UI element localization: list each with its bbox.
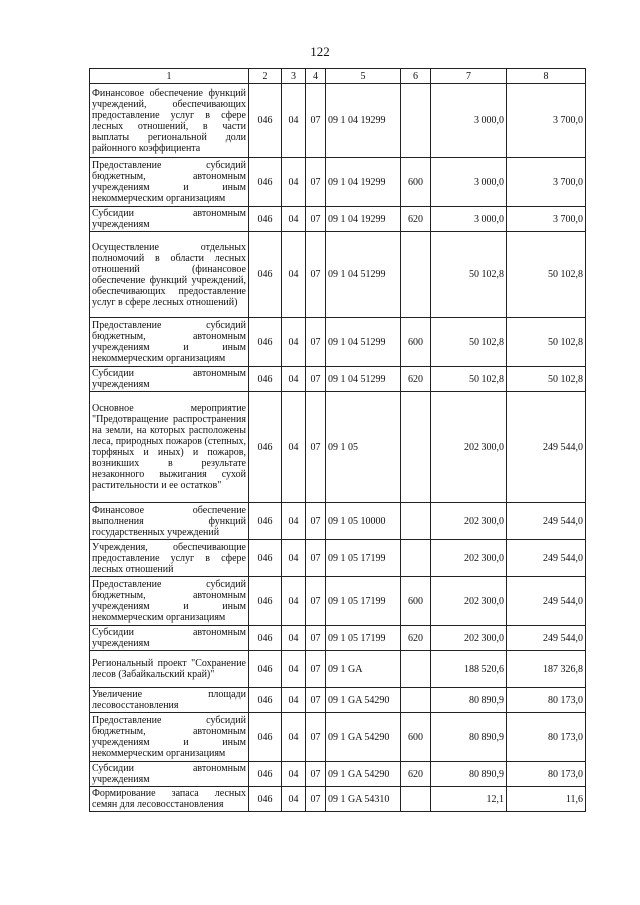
amount-year1-cell: 188 520,6 xyxy=(431,651,507,688)
subsection-code-cell: 07 xyxy=(306,232,326,318)
ved-code-cell: 046 xyxy=(249,787,282,812)
table-row xyxy=(90,626,586,651)
table-row xyxy=(90,503,586,540)
table-row xyxy=(90,207,586,232)
section-code-cell: 04 xyxy=(282,762,306,787)
row-name-cell: Формирование запаса лесных семян для лесовосстановления xyxy=(90,787,249,812)
target-article-cell: 09 1 04 19299 xyxy=(326,158,401,207)
subsection-code-cell: 07 xyxy=(306,84,326,158)
amount-year2-cell: 11,6 xyxy=(507,787,586,812)
amount-year1-cell: 80 890,9 xyxy=(431,762,507,787)
expense-type-cell: 600 xyxy=(401,577,431,626)
section-code-cell: 04 xyxy=(282,318,306,367)
subsection-code-cell: 07 xyxy=(306,577,326,626)
expense-type-cell xyxy=(401,787,431,812)
expense-type-cell: 620 xyxy=(401,207,431,232)
budget-table xyxy=(89,68,586,812)
row-name-cell: Предоставление субсидий бюджетным, автономным учреждениям и иным некоммерческим организациям xyxy=(90,713,249,762)
table-row xyxy=(90,84,586,158)
amount-year1-cell: 3 000,0 xyxy=(431,207,507,232)
table-row xyxy=(90,540,586,577)
target-article-cell: 09 1 GA xyxy=(326,651,401,688)
table-row xyxy=(90,713,586,762)
amount-year1-cell: 202 300,0 xyxy=(431,540,507,577)
ved-code-cell: 046 xyxy=(249,367,282,392)
row-name-cell: Увеличение площади лесовосстановления xyxy=(90,688,249,713)
section-code-cell: 04 xyxy=(282,540,306,577)
table-row xyxy=(90,688,586,713)
amount-year2-cell: 80 173,0 xyxy=(507,762,586,787)
subsection-code-cell: 07 xyxy=(306,367,326,392)
amount-year1-cell: 80 890,9 xyxy=(431,713,507,762)
target-article-cell: 09 1 04 51299 xyxy=(326,318,401,367)
target-article-cell: 09 1 GA 54290 xyxy=(326,762,401,787)
section-code-cell: 04 xyxy=(282,787,306,812)
target-article-cell: 09 1 04 19299 xyxy=(326,84,401,158)
amount-year2-cell: 187 326,8 xyxy=(507,651,586,688)
ved-code-cell: 046 xyxy=(249,651,282,688)
ved-code-cell: 046 xyxy=(249,577,282,626)
expense-type-cell: 600 xyxy=(401,318,431,367)
target-article-cell: 09 1 GA 54290 xyxy=(326,688,401,713)
amount-year1-cell: 202 300,0 xyxy=(431,577,507,626)
table-row xyxy=(90,392,586,503)
ved-code-cell: 046 xyxy=(249,503,282,540)
amount-year2-cell: 3 700,0 xyxy=(507,207,586,232)
ved-code-cell: 046 xyxy=(249,207,282,232)
amount-year1-cell: 3 000,0 xyxy=(431,84,507,158)
amount-year2-cell: 249 544,0 xyxy=(507,392,586,503)
target-article-cell: 09 1 05 17199 xyxy=(326,577,401,626)
expense-type-cell xyxy=(401,503,431,540)
amount-year2-cell: 249 544,0 xyxy=(507,503,586,540)
ved-code-cell: 046 xyxy=(249,688,282,713)
section-code-cell: 04 xyxy=(282,651,306,688)
expense-type-cell xyxy=(401,688,431,713)
row-name-cell: Субсидии автономным учреждениям xyxy=(90,207,249,232)
table-row xyxy=(90,577,586,626)
amount-year2-cell: 249 544,0 xyxy=(507,577,586,626)
ved-code-cell: 046 xyxy=(249,392,282,503)
ved-code-cell: 046 xyxy=(249,713,282,762)
target-article-cell: 09 1 GA 54290 xyxy=(326,713,401,762)
subsection-code-cell: 07 xyxy=(306,207,326,232)
ved-code-cell: 046 xyxy=(249,318,282,367)
subsection-code-cell: 07 xyxy=(306,540,326,577)
table-row xyxy=(90,787,586,812)
ved-code-cell: 046 xyxy=(249,84,282,158)
amount-year1-cell: 202 300,0 xyxy=(431,503,507,540)
row-name-cell: Предоставление субсидий бюджетным, автономным учреждениям и иным некоммерческим организациям xyxy=(90,577,249,626)
amount-year2-cell: 50 102,8 xyxy=(507,318,586,367)
amount-year2-cell: 50 102,8 xyxy=(507,232,586,318)
subsection-code-cell: 07 xyxy=(306,688,326,713)
subsection-code-cell: 07 xyxy=(306,651,326,688)
section-code-cell: 04 xyxy=(282,84,306,158)
amount-year1-cell: 202 300,0 xyxy=(431,626,507,651)
header-cell: 2 xyxy=(249,69,282,84)
table-row xyxy=(90,651,586,688)
amount-year1-cell: 12,1 xyxy=(431,787,507,812)
header-cell: 6 xyxy=(401,69,431,84)
amount-year2-cell: 80 173,0 xyxy=(507,713,586,762)
subsection-code-cell: 07 xyxy=(306,762,326,787)
target-article-cell: 09 1 04 51299 xyxy=(326,232,401,318)
subsection-code-cell: 07 xyxy=(306,713,326,762)
row-name-cell: Финансовое обеспечение функций учреждений, обеспечивающих предоставление услуг в сфере лесных отношений, в части выплаты региональной доли районного коэффициента xyxy=(90,84,249,158)
expense-type-cell xyxy=(401,651,431,688)
target-article-cell: 09 1 GA 54310 xyxy=(326,787,401,812)
header-row xyxy=(90,69,586,84)
section-code-cell: 04 xyxy=(282,503,306,540)
amount-year1-cell: 50 102,8 xyxy=(431,232,507,318)
section-code-cell: 04 xyxy=(282,626,306,651)
section-code-cell: 04 xyxy=(282,688,306,713)
amount-year2-cell: 249 544,0 xyxy=(507,540,586,577)
section-code-cell: 04 xyxy=(282,392,306,503)
amount-year1-cell: 50 102,8 xyxy=(431,318,507,367)
ved-code-cell: 046 xyxy=(249,540,282,577)
row-name-cell: Осуществление отдельных полномочий в области лесных отношений (финансовое обеспечение функций учреждений, обеспечивающих предоставление услуг в сфере лесных отношений) xyxy=(90,232,249,318)
target-article-cell: 09 1 05 xyxy=(326,392,401,503)
table-row xyxy=(90,232,586,318)
header-cell: 5 xyxy=(326,69,401,84)
table-row xyxy=(90,367,586,392)
row-name-cell: Основное мероприятие "Предотвращение распространения на земли, на которых расположены леса, природных пожаров (степных, торфяных и иных) и пожаров, возникших в результате незаконного выжигания сухой растительности и ее остатков" xyxy=(90,392,249,503)
row-name-cell: Региональный проект "Сохранение лесов (Забайкальский край)" xyxy=(90,651,249,688)
expense-type-cell: 600 xyxy=(401,713,431,762)
section-code-cell: 04 xyxy=(282,577,306,626)
row-name-cell: Субсидии автономным учреждениям xyxy=(90,626,249,651)
amount-year2-cell: 80 173,0 xyxy=(507,688,586,713)
row-name-cell: Предоставление субсидий бюджетным, автономным учреждениям и иным некоммерческим организациям xyxy=(90,318,249,367)
section-code-cell: 04 xyxy=(282,207,306,232)
section-code-cell: 04 xyxy=(282,367,306,392)
section-code-cell: 04 xyxy=(282,232,306,318)
header-cell: 8 xyxy=(507,69,586,84)
ved-code-cell: 046 xyxy=(249,158,282,207)
target-article-cell: 09 1 04 51299 xyxy=(326,367,401,392)
header-cell: 7 xyxy=(431,69,507,84)
expense-type-cell: 620 xyxy=(401,762,431,787)
subsection-code-cell: 07 xyxy=(306,503,326,540)
page-number: 122 xyxy=(310,44,330,59)
expense-type-cell: 620 xyxy=(401,367,431,392)
amount-year2-cell: 249 544,0 xyxy=(507,626,586,651)
subsection-code-cell: 07 xyxy=(306,787,326,812)
row-name-cell: Субсидии автономным учреждениям xyxy=(90,367,249,392)
expense-type-cell xyxy=(401,232,431,318)
subsection-code-cell: 07 xyxy=(306,626,326,651)
section-code-cell: 04 xyxy=(282,713,306,762)
table-row xyxy=(90,762,586,787)
amount-year2-cell: 3 700,0 xyxy=(507,158,586,207)
header-cell: 1 xyxy=(90,69,249,84)
subsection-code-cell: 07 xyxy=(306,392,326,503)
amount-year1-cell: 80 890,9 xyxy=(431,688,507,713)
table-row xyxy=(90,318,586,367)
row-name-cell: Учреждения, обеспечивающие предоставление услуг в сфере лесных отношений xyxy=(90,540,249,577)
ved-code-cell: 046 xyxy=(249,626,282,651)
expense-type-cell: 620 xyxy=(401,626,431,651)
subsection-code-cell: 07 xyxy=(306,318,326,367)
target-article-cell: 09 1 04 19299 xyxy=(326,207,401,232)
header-cell: 3 xyxy=(282,69,306,84)
expense-type-cell xyxy=(401,392,431,503)
expense-type-cell xyxy=(401,540,431,577)
amount-year1-cell: 3 000,0 xyxy=(431,158,507,207)
target-article-cell: 09 1 05 17199 xyxy=(326,626,401,651)
amount-year2-cell: 50 102,8 xyxy=(507,367,586,392)
table-body xyxy=(90,84,586,812)
ved-code-cell: 046 xyxy=(249,762,282,787)
amount-year1-cell: 202 300,0 xyxy=(431,392,507,503)
header-cell: 4 xyxy=(306,69,326,84)
row-name-cell: Субсидии автономным учреждениям xyxy=(90,762,249,787)
ved-code-cell: 046 xyxy=(249,232,282,318)
expense-type-cell xyxy=(401,84,431,158)
expense-type-cell: 600 xyxy=(401,158,431,207)
amount-year1-cell: 50 102,8 xyxy=(431,367,507,392)
target-article-cell: 09 1 05 17199 xyxy=(326,540,401,577)
section-code-cell: 04 xyxy=(282,158,306,207)
table-row xyxy=(90,158,586,207)
row-name-cell: Предоставление субсидий бюджетным, автономным учреждениям и иным некоммерческим организациям xyxy=(90,158,249,207)
subsection-code-cell: 07 xyxy=(306,158,326,207)
target-article-cell: 09 1 05 10000 xyxy=(326,503,401,540)
amount-year2-cell: 3 700,0 xyxy=(507,84,586,158)
row-name-cell: Финансовое обеспечение выполнения функций государственных учреждений xyxy=(90,503,249,540)
